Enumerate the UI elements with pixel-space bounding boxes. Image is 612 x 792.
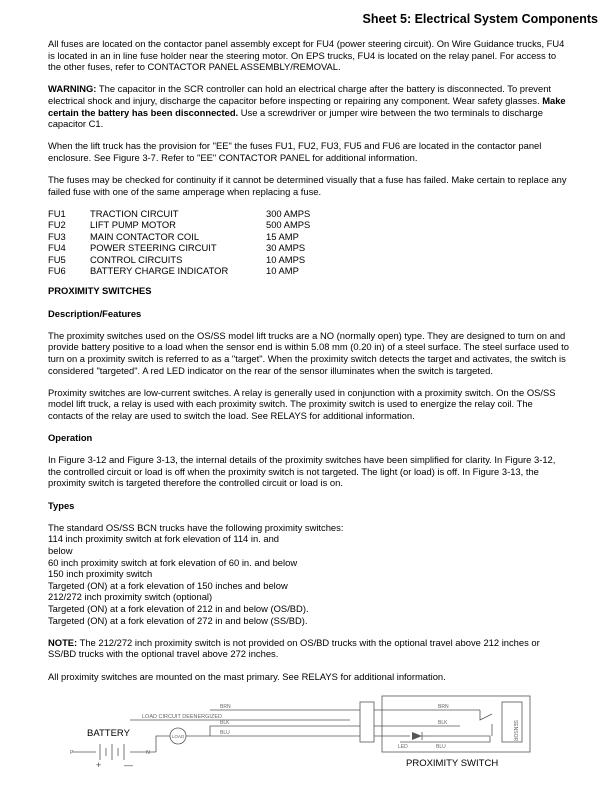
blk-label: BLK [220,720,230,726]
intro-paragraph: All fuses are located on the contactor panel assembly except for FU4 (power steering circuit). On Wire Guidance trucks, FU4 is located in an in line fuse holder near the steering motor. On EPS trucks, FU4 is located on the relay panel. For access to the other fuses, refer to CONTACTOR PANEL ASSEMBLY/REMOVAL. [48,38,565,73]
sensor-block [502,702,522,742]
fuse-id: FU2 [48,219,66,231]
types-line: 114 inch proximity switch at fork elevation of 114 in. and [48,533,280,545]
connector-pins [350,710,360,736]
fuse-row [48,254,310,265]
fuse-description: MAIN CONTACTOR COIL [90,230,200,242]
fuse-description: POWER STEERING CIRCUIT [90,242,217,254]
battery-label: BATTERY [87,728,130,739]
fuse-row [48,219,310,230]
warning-paragraph [48,83,570,129]
fuse-rating: 500 AMPS [266,219,311,231]
warning-tail: Use a screwdriver or jumper wire between the two terminals to discharge capacitor C1. [48,106,543,130]
types-line: Targeted (ON) at a fork elevation of 272 in and below (SS/BD). [48,614,308,626]
note-text: The 212/272 inch proximity switch is not provided on OS/BD trucks with the optional travel above 212 inches or SS/BD trucks with the optional travel above 272 inches. [48,636,540,660]
types-list [48,522,570,626]
fuse-rating: 15 AMP [266,230,299,242]
fuse-row [48,208,310,219]
switch-contact [480,710,492,720]
fuse-check-paragraph: The fuses may be checked for continuity if it cannot be determined visually that a fuse has failed. Make certain to replace any failed fuse with one of the same amperage when replacing a fuse. [48,174,567,197]
types-line: 150 inch proximity switch [48,568,153,580]
minus-label: — [124,760,133,770]
fuse-id: FU1 [48,207,66,219]
description-paragraph-2: Proximity switches are low-current switches. A relay is generally used in conjunction with a proximity switch. On the OS/SS model lift truck, a relay is used with each proximity switch. The proximity switch is used to energize the relay coil. The contacts of the relay are used to switch the load. See RELAYS for additional information. [48,386,556,421]
fuse-id: FU4 [48,242,66,254]
load-label: LOAD [172,734,185,739]
types-line: 212/272 inch proximity switch (optional) [48,591,213,603]
warning-label: WARNING: [48,83,97,95]
blu-label: BLU [220,730,230,736]
load-circuit-label: LOAD CIRCUIT DEENERGIZED [142,714,222,720]
fuse-row [48,231,310,242]
connector-block [360,702,374,742]
note-label: NOTE: [48,636,78,648]
subheading-description: Description/Features [48,307,142,319]
note-paragraph [48,637,570,660]
diagram-caption: PROXIMITY SWITCH [406,758,499,769]
description-paragraph-1: The proximity switches used on the OS/SS model lift trucks are a NO (normally open) type. They are designed to turn on and provide battery positive to a load when the sensor end is within 5.08 mm (0.20 in) of a steel surface. The steel surface used to turn on a proximity switch is referred to as a "target". When the proximity switch detects the target and activates, the switch is considered "targeted". A red LED indicator on the rear of the sensor illuminates when the switch is targeted. [48,329,569,376]
section-title: PROXIMITY SWITCHES [48,285,152,297]
blk-wire-left [186,726,350,736]
fuse-description: LIFT PUMP MOTOR [90,219,176,231]
fuse-rating: 10 AMPS [266,253,306,265]
blk-label-right: BLK [438,720,448,726]
n-label: N [146,750,150,756]
fuse-description: TRACTION CIRCUIT [90,207,179,219]
fuse-description: CONTROL CIRCUITS [90,253,183,265]
types-line: Targeted (ON) at a fork elevation of 212 in and below (OS/BD). [48,602,309,614]
warning-emphasis: Make certain the battery has been disconnected. [48,94,566,118]
fuse-table [48,208,310,276]
p-label: P [70,750,74,756]
fuse-id: FU3 [48,230,66,242]
mount-paragraph: All proximity switches are mounted on the mast primary. See RELAYS for additional information. [48,670,446,682]
fuse-row [48,242,310,253]
types-line: Targeted (ON) at a fork elevation of 150 inches and below [48,579,288,591]
fuse-rating: 300 AMPS [266,207,311,219]
plus-label: + [96,760,102,770]
led-label: LED [398,744,408,750]
fuse-rating: 30 AMPS [266,242,306,254]
operation-paragraph: In Figure 3-12 and Figure 3-13, the internal details of the proximity switches have been simplified for clarity. In Figure 3-12, the controlled circuit or load is off when the proximity switch is not targeted. The light (or load) is off. In Figure 3-13, the proximity switch is targeted therefore the controlled circuit or load is on. [48,454,556,489]
fuse-row [48,265,310,276]
subheading-operation: Operation [48,432,93,444]
fuse-id: FU6 [48,264,66,276]
blu-label-right: BLU [436,744,446,750]
brn-label: BRN [220,704,231,710]
page-header: Sheet 5: Electrical System Components [362,12,598,26]
fuse-rating: 10 AMP [266,264,299,276]
fuse-id: FU5 [48,253,66,265]
types-line: The standard OS/SS BCN trucks have the following proximity switches: [48,521,344,533]
subheading-types: Types [48,499,75,511]
types-line: below [48,545,73,556]
warning-text: The capacitor in the SCR controller can hold an electrical charge after the battery is disconnected. To prevent electrical shock and injury, discharge the capacitor before inspecting or repairing any component. Wear safety glasses. [48,83,552,106]
led-diode-icon [412,732,422,740]
proximity-switch-diagram [60,690,580,790]
diagram-svg [60,690,580,790]
types-line: 60 inch proximity switch at fork elevation of 60 in. and below [48,556,298,568]
load-wire [156,736,170,752]
page-content [48,38,570,693]
brn-label-right: BRN [438,704,449,710]
sensor-label: SENSOR [512,720,518,742]
fuse-description: BATTERY CHARGE INDICATOR [90,264,229,276]
ee-paragraph: When the lift truck has the provision for "EE" the fuses FU1, FU2, FU3, FU5 and FU6 are located in the contactor panel enclosure. See Figure 3-7. Refer to "EE" CONTACTOR PANEL for additional information. [48,140,542,163]
